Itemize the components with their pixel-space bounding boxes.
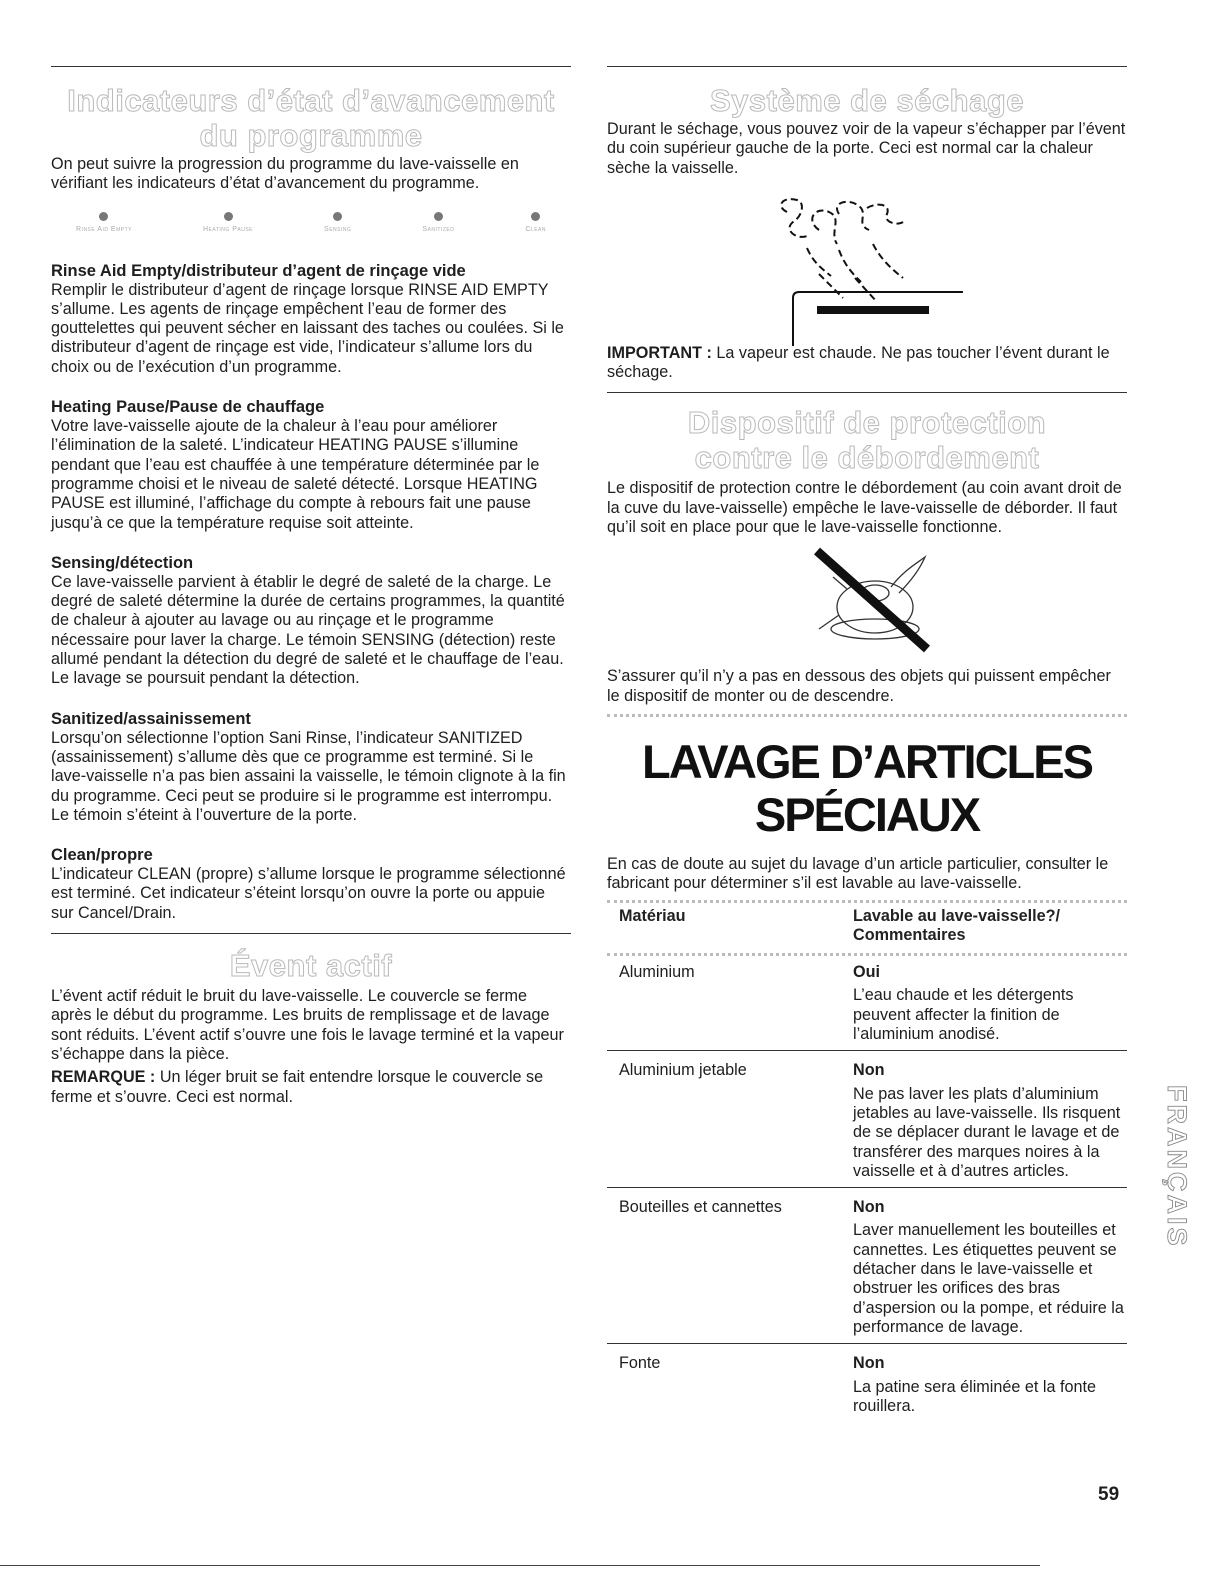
overflow-text-2: S’assurer qu’il n’y a pas en dessous des objets qui puissent empêcher le dispositif de monter ou de descendre. [607, 667, 1111, 705]
row-answer: Non [853, 1061, 885, 1080]
row-comment-cell [853, 1188, 1127, 1343]
svg-text:FRANÇAIS: FRANÇAIS [1162, 1085, 1192, 1249]
no-float-obstruction-icon [607, 537, 1127, 667]
item-text-heating-pause: Votre lave-vaisselle ajoute de la chaleur à l’eau pour améliorer l’élimination de la saleté. L’indicateur HEATING PAUSE s’illumine pendant que l’eau est chauffée à une température déterminée par le programme choisi et le niveau de saleté détecté. Lorsque HEATING PAUSE est illuminé, l’affichage du compte à rebours fait une pause jusqu’à ce que la température requise soit atteinte. [51, 417, 540, 532]
indicator-light-icon [224, 212, 233, 221]
indicator-rinse-aid-empty: Rinse Aid Empty [76, 212, 132, 233]
section-title-indicators-line2: du programme [199, 118, 423, 153]
row-comment-cell [853, 959, 1127, 1050]
row-comment: Ne pas laver les plats d’aluminium jetables au lave-vaisselle. Ils risquent de se déplacer durant le lavage et de transférer des marques noires à la vaisselle et à d’autres articles. [853, 1084, 1121, 1180]
row-answer: Non [853, 1354, 885, 1373]
row-answer: Non [853, 1198, 885, 1217]
row-comment-cell [853, 1344, 1127, 1422]
materials-table [607, 903, 1127, 1423]
indicator-light-icon [99, 212, 108, 221]
row-answer: Oui [853, 963, 880, 982]
language-sidebar-label [1156, 1085, 1192, 1350]
overflow-text: Le dispositif de protection contre le débordement (au coin avant droit de la cuve du lave-vaisselle) empêche le lave-vaisselle de déborder. Il faut qu’il soit en place pour que le lave-vaisselle fonctionne. [607, 479, 1122, 537]
indicator-clean: Clean [525, 212, 546, 233]
section-title-overflow-line2: contre le débordement [694, 440, 1040, 476]
special-intro: En cas de doute au sujet du lavage d’un article particulier, consulter le fabricant pour déterminer s’il est lavable au lave-vaisselle. [607, 854, 1109, 893]
item-heading-clean: Clean/propre [51, 846, 153, 865]
column-header-comments: Lavable au lave-vaisselle?/ Commentaires [853, 906, 1060, 944]
item-heading-rinse-aid: Rinse Aid Empty/distributeur d’agent de rinçage vide [51, 261, 466, 280]
indicator-lights [76, 212, 546, 233]
indicator-heating-pause: Heating Pause [203, 212, 253, 233]
column-header-material: Matériau [619, 906, 686, 925]
drying-important [607, 344, 1127, 383]
item-text-rinse-aid: Remplir le distributeur d’agent de rinçage lorsque RINSE AID EMPTY s’allume. Les agents de rinçage empêchent l’eau de former des gouttelettes qui peuvent sécher en laissant des taches ou coulées. Si le distributeur d’agent de rinçage est vide, l’indicateur s’allume lors du choix ou de l’exécution d’un programme. [51, 280, 564, 376]
special-title-line2: SPÉCIAUX [754, 787, 980, 841]
steam-vent-illustration [607, 178, 1127, 330]
table-row [607, 1344, 1127, 1422]
row-material: Bouteilles et cannettes [619, 1198, 782, 1217]
language-tab-icon [1156, 1085, 1192, 1350]
row-material: Aluminium [619, 963, 695, 982]
note-label: REMARQUE : [51, 1068, 156, 1087]
row-comment: La patine sera éliminée et la fonte rouillera. [853, 1377, 1096, 1415]
section-title-overflow-line1: Dispositif de protection [687, 405, 1047, 441]
item-text-clean: L’indicateur CLEAN (propre) s’allume lorsque le programme sélectionné est terminé. Cet indicateur s’éteint lorsqu’on ouvre la porte ou appuie sur Cancel/Drain. [51, 865, 566, 922]
indicator-light-icon [434, 212, 443, 221]
table-row [607, 1051, 1127, 1187]
active-vent-note [51, 1068, 571, 1107]
section-title-active-vent: Évent actif [229, 948, 393, 984]
section-title-indicators-line1: Indicateurs d’état d’avancement [67, 83, 555, 118]
item-text-sensing: Ce lave-vaisselle parvient à établir le degré de saleté de la charge. Le degré de saleté détermine la durée de certains programmes, la quantité de chaleur à ajouter au lavage ou au rinçage et le programme nécessaire pour laver la charge. Le témoin SENSING (détection) reste allumé pendant la détection du degré de saleté et le chauffage de l’eau. Le lavage se poursuit pendant la détection. [51, 572, 565, 688]
section-title-drying: Système de séchage [709, 83, 1024, 118]
special-title-line1: LAVAGE D’ARTICLES [642, 734, 1092, 788]
dotted-rule [607, 953, 1127, 956]
row-comment: Laver manuellement les bouteilles et cannettes. Les étiquettes peuvent se détacher dans le lave-vaisselle et obstruer les orifices des bras d’aspersion ou la pompe, et réduire la performance de lavage. [853, 1221, 1124, 1336]
bottom-rule [0, 1565, 1040, 1566]
indicator-light-icon [333, 212, 342, 221]
table-header-row [607, 903, 1127, 954]
table-row [607, 1188, 1127, 1343]
page-number: 59 [1098, 1484, 1120, 1505]
note-text: Un léger bruit se fait entendre lorsque le couvercle se ferme et s’ouvre. Ceci est normal. [51, 1068, 544, 1106]
right-column [607, 66, 1127, 1422]
row-material: Fonte [619, 1354, 661, 1373]
important-text: La vapeur est chaude. Ne pas toucher l’évent durant le séchage. [607, 343, 1110, 382]
row-comment: L’eau chaude et les détergents peuvent affecter la finition de l’aluminium anodisé. [853, 986, 1074, 1044]
item-heading-heating-pause: Heating Pause/Pause de chauffage [51, 398, 325, 417]
indicator-light-icon [531, 212, 540, 221]
float-illustration [607, 537, 1127, 667]
left-column [51, 66, 571, 1107]
row-material: Aluminium jetable [619, 1061, 747, 1080]
drying-text: Durant le séchage, vous pouvez voir de la vapeur s’échapper par l’évent du coin supérieur gauche de la porte. Ceci est normal car la chaleur sèche la vaisselle. [607, 120, 1126, 177]
indicators-intro: On peut suivre la progression du programme du lave-vaisselle en vérifiant les indicateurs d’état d’avancement du programme. [51, 155, 519, 193]
indicator-sensing: Sensing [324, 212, 351, 233]
active-vent-text: L’évent actif réduit le bruit du lave-vaisselle. Le couvercle se ferme après le début du programme. Les bruits de remplissage et de lavage sont réduits. L’évent actif s’ouvre une fois le lavage terminé et la vapeur s’échappe dans la pièce. [51, 987, 564, 1063]
indicator-sanitized: Sanitized [422, 212, 454, 233]
row-comment-cell [853, 1051, 1127, 1187]
important-label: IMPORTANT : [607, 343, 712, 362]
item-heading-sensing: Sensing/détection [51, 553, 194, 572]
item-heading-sanitized: Sanitized/assainissement [51, 709, 251, 728]
item-text-sanitized: Lorsqu’on sélectionne l’option Sani Rinse, l’indicateur SANITIZED (assainissement) s’allume dès que ce programme est terminé. Si le lave-vaisselle n’a pas bien assaini la vaisselle, le témoin clignote à la fin du programme. Ceci peut se produire si le programme est interrompu. Le témoin s’éteint à l’ouverture de la porte. [51, 728, 566, 824]
steam-vent-icon [607, 178, 1127, 330]
table-row [607, 959, 1127, 1050]
